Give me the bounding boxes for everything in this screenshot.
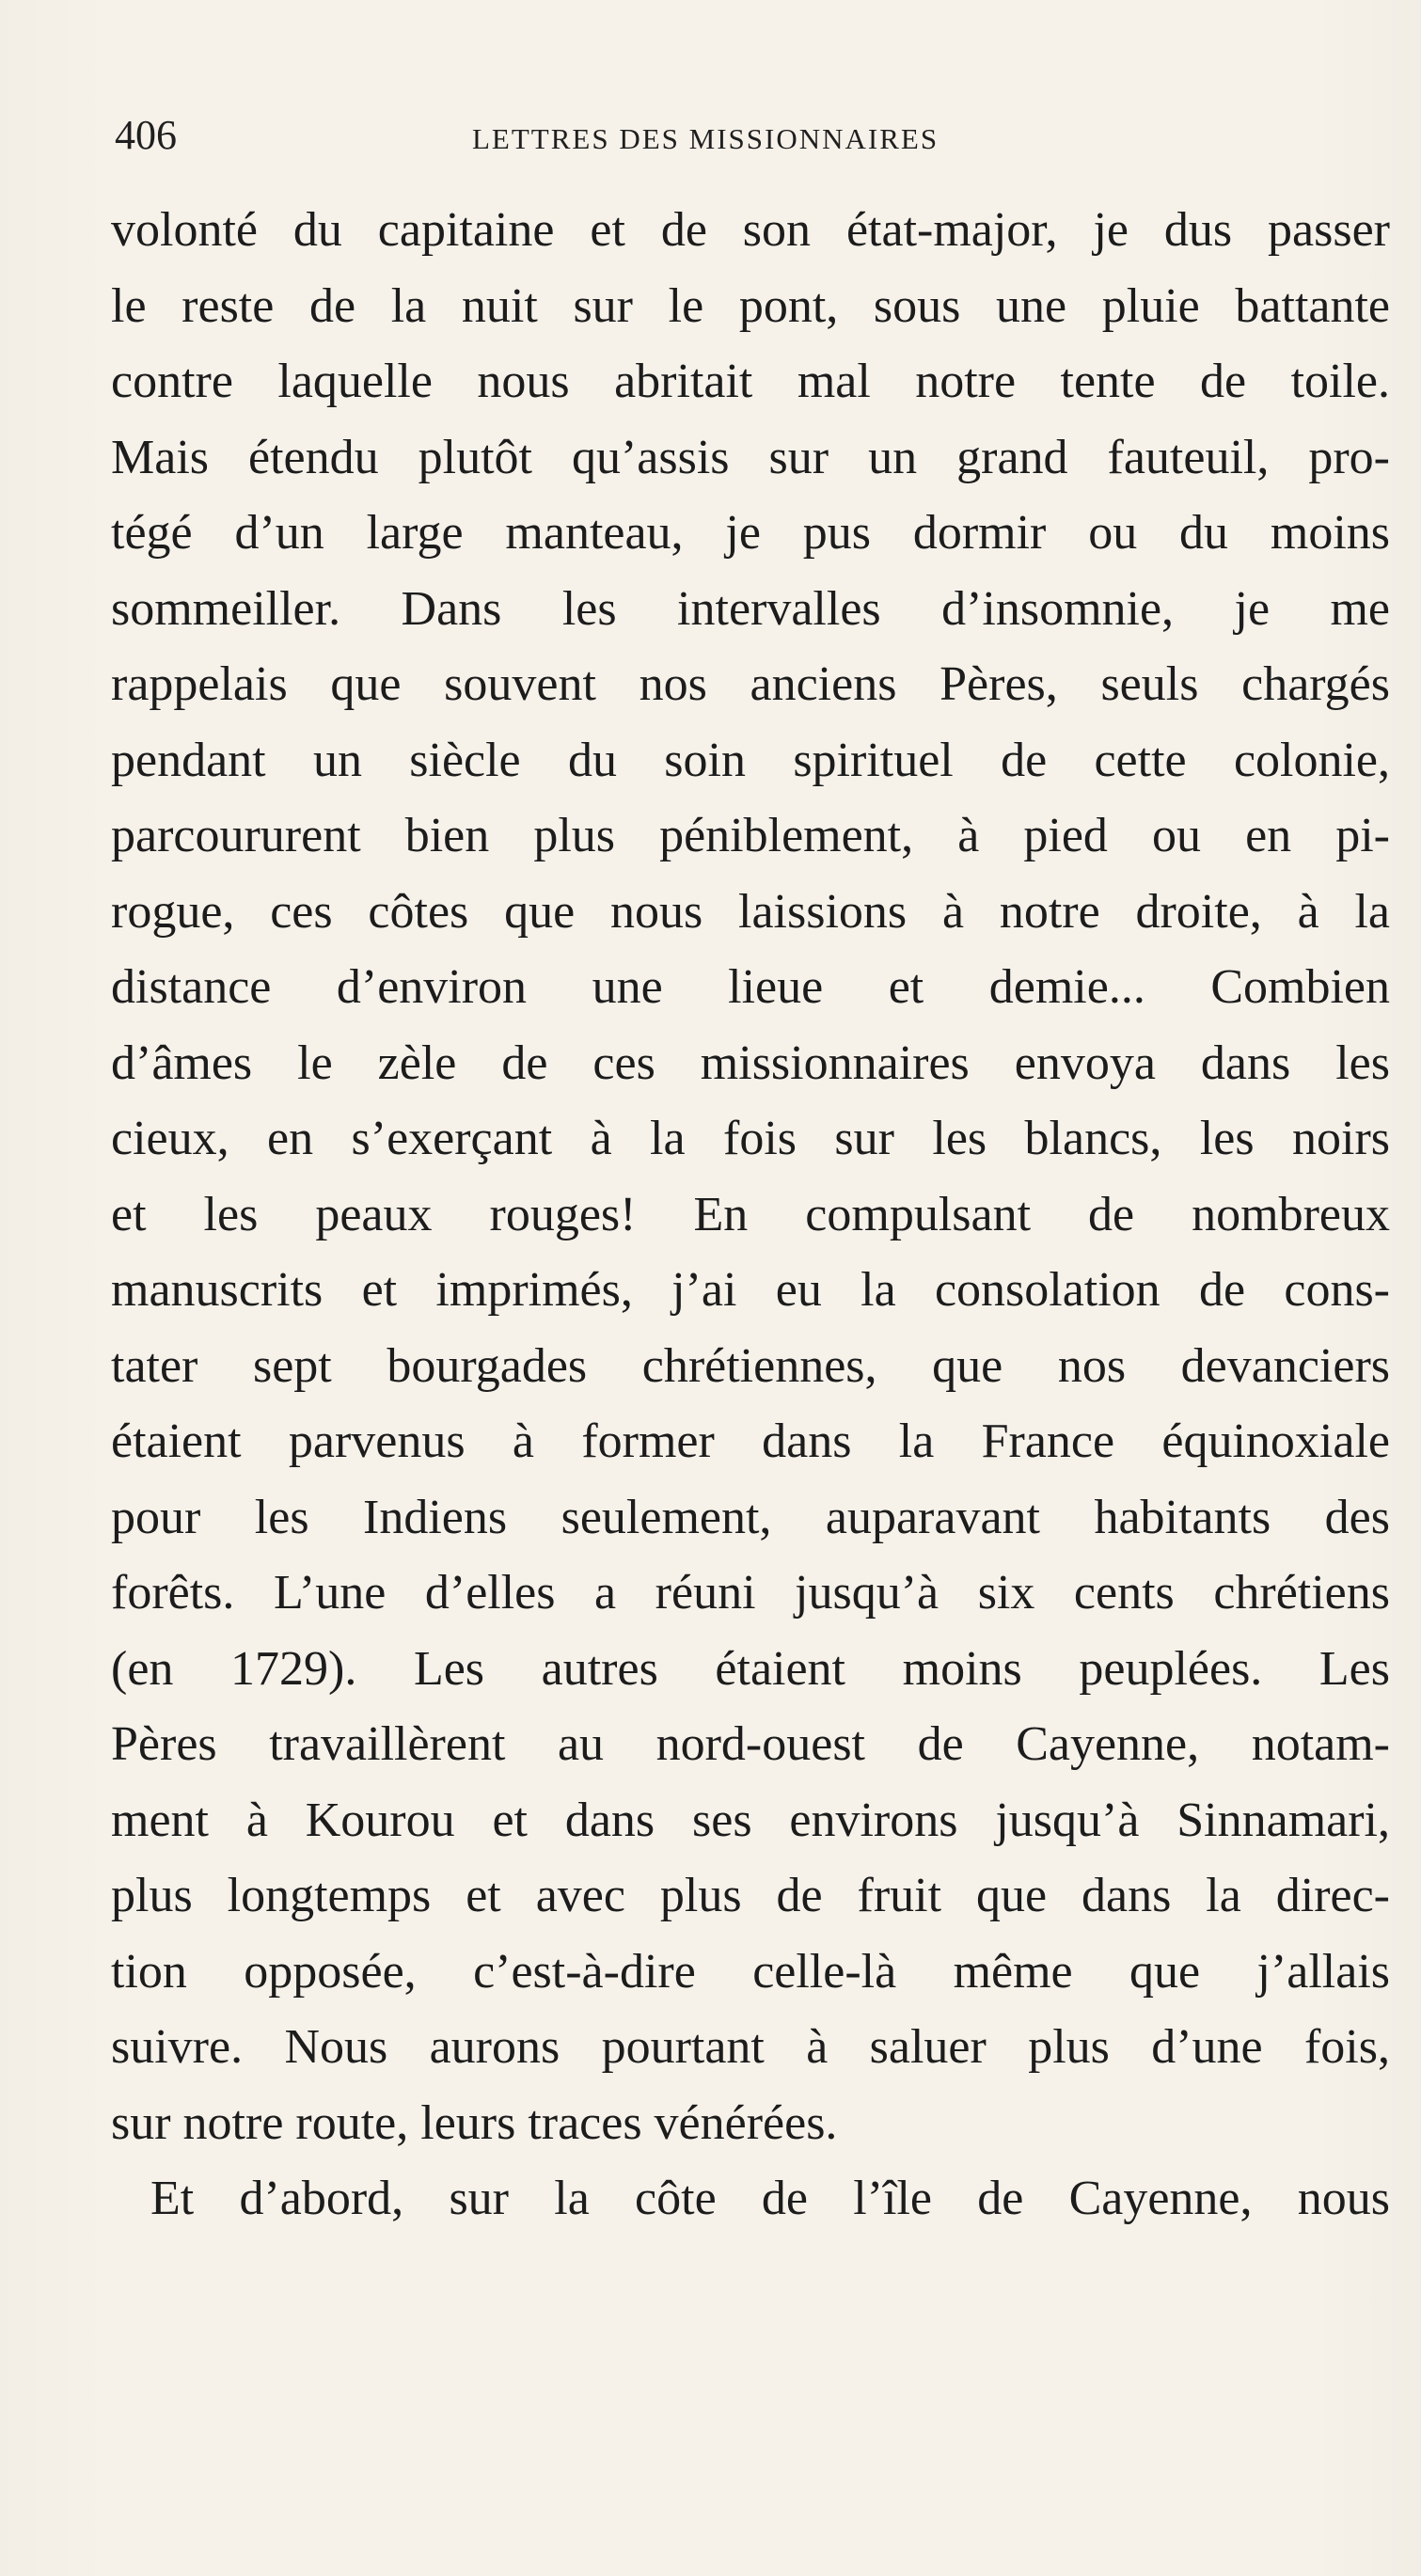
text-line: plus longtemps et avec plus de fruit que dans la direc-	[111, 1869, 1390, 1922]
text-line: rogue, ces côtes que nous laissions à notre droite, à la	[111, 884, 1390, 939]
text-line: le reste de la nuit sur le pont, sous une pluie battante	[111, 278, 1390, 333]
text-line: Pères travaillèrent au nord-ouest de Cayenne, notam-	[111, 1717, 1390, 1771]
text-line: tater sept bourgades chrétiennes, que nos devanciers	[111, 1338, 1390, 1393]
text-line: suivre. Nous aurons pourtant à saluer plus d’une fois,	[111, 2020, 1390, 2074]
text-line: pour les Indiens seulement, auparavant habitants des	[111, 1490, 1390, 1544]
text-line: étaient parvenus à former dans la France équinoxiale	[111, 1414, 1390, 1468]
page-number: 406	[115, 112, 177, 158]
text-line: sur notre route, leurs traces vénérées.	[111, 2095, 838, 2150]
text-line: Et d’abord, sur la côte de l’île de Cayenne, nous	[150, 2172, 1390, 2225]
text-line: tion opposée, c’est-à-dire celle-là même que j’allais	[111, 1944, 1390, 1999]
text-line: manuscrits et imprimés, j’ai eu la consolation de cons-	[111, 1263, 1390, 1317]
body-text	[111, 193, 1390, 2237]
text-line: Mais étendu plutôt qu’assis sur un grand fauteuil, pro-	[111, 430, 1390, 484]
text-line: sommeiller. Dans les intervalles d’insomnie, je me	[111, 581, 1390, 636]
text-line: d’âmes le zèle de ces missionnaires envoya dans les	[111, 1035, 1390, 1090]
page-header	[115, 111, 1384, 167]
text-line: et les peaux rouges! En compulsant de nombreux	[111, 1187, 1390, 1241]
text-line: rappelais que souvent nos anciens Pères, seuls chargés	[111, 657, 1390, 711]
text-line: cieux, en s’exerçant à la fois sur les blancs, les noirs	[111, 1112, 1390, 1165]
text-line: tégé d’un large manteau, je pus dormir ou du moins	[111, 506, 1390, 560]
text-line: forêts. L’une d’elles a réuni jusqu’à six cents chrétiens	[111, 1566, 1390, 1620]
running-head: LETTRES DES MISSIONNAIRES	[472, 122, 939, 155]
text-line: pendant un siècle du soin spirituel de cette colonie,	[111, 733, 1390, 787]
text-line: contre laquelle nous abritait mal notre tente de toile.	[111, 355, 1390, 408]
text-line: ment à Kourou et dans ses environs jusqu’à Sinnamari,	[111, 1793, 1390, 1847]
text-line: volonté du capitaine et de son état-major, je dus passer	[111, 203, 1390, 257]
text-line: parcoururent bien plus péniblement, à pied ou en pi-	[111, 809, 1390, 862]
text-line: (en 1729). Les autres étaient moins peuplées. Les	[111, 1641, 1390, 1696]
text-line: distance d’environ une lieue et demie... Combien	[111, 960, 1390, 1014]
